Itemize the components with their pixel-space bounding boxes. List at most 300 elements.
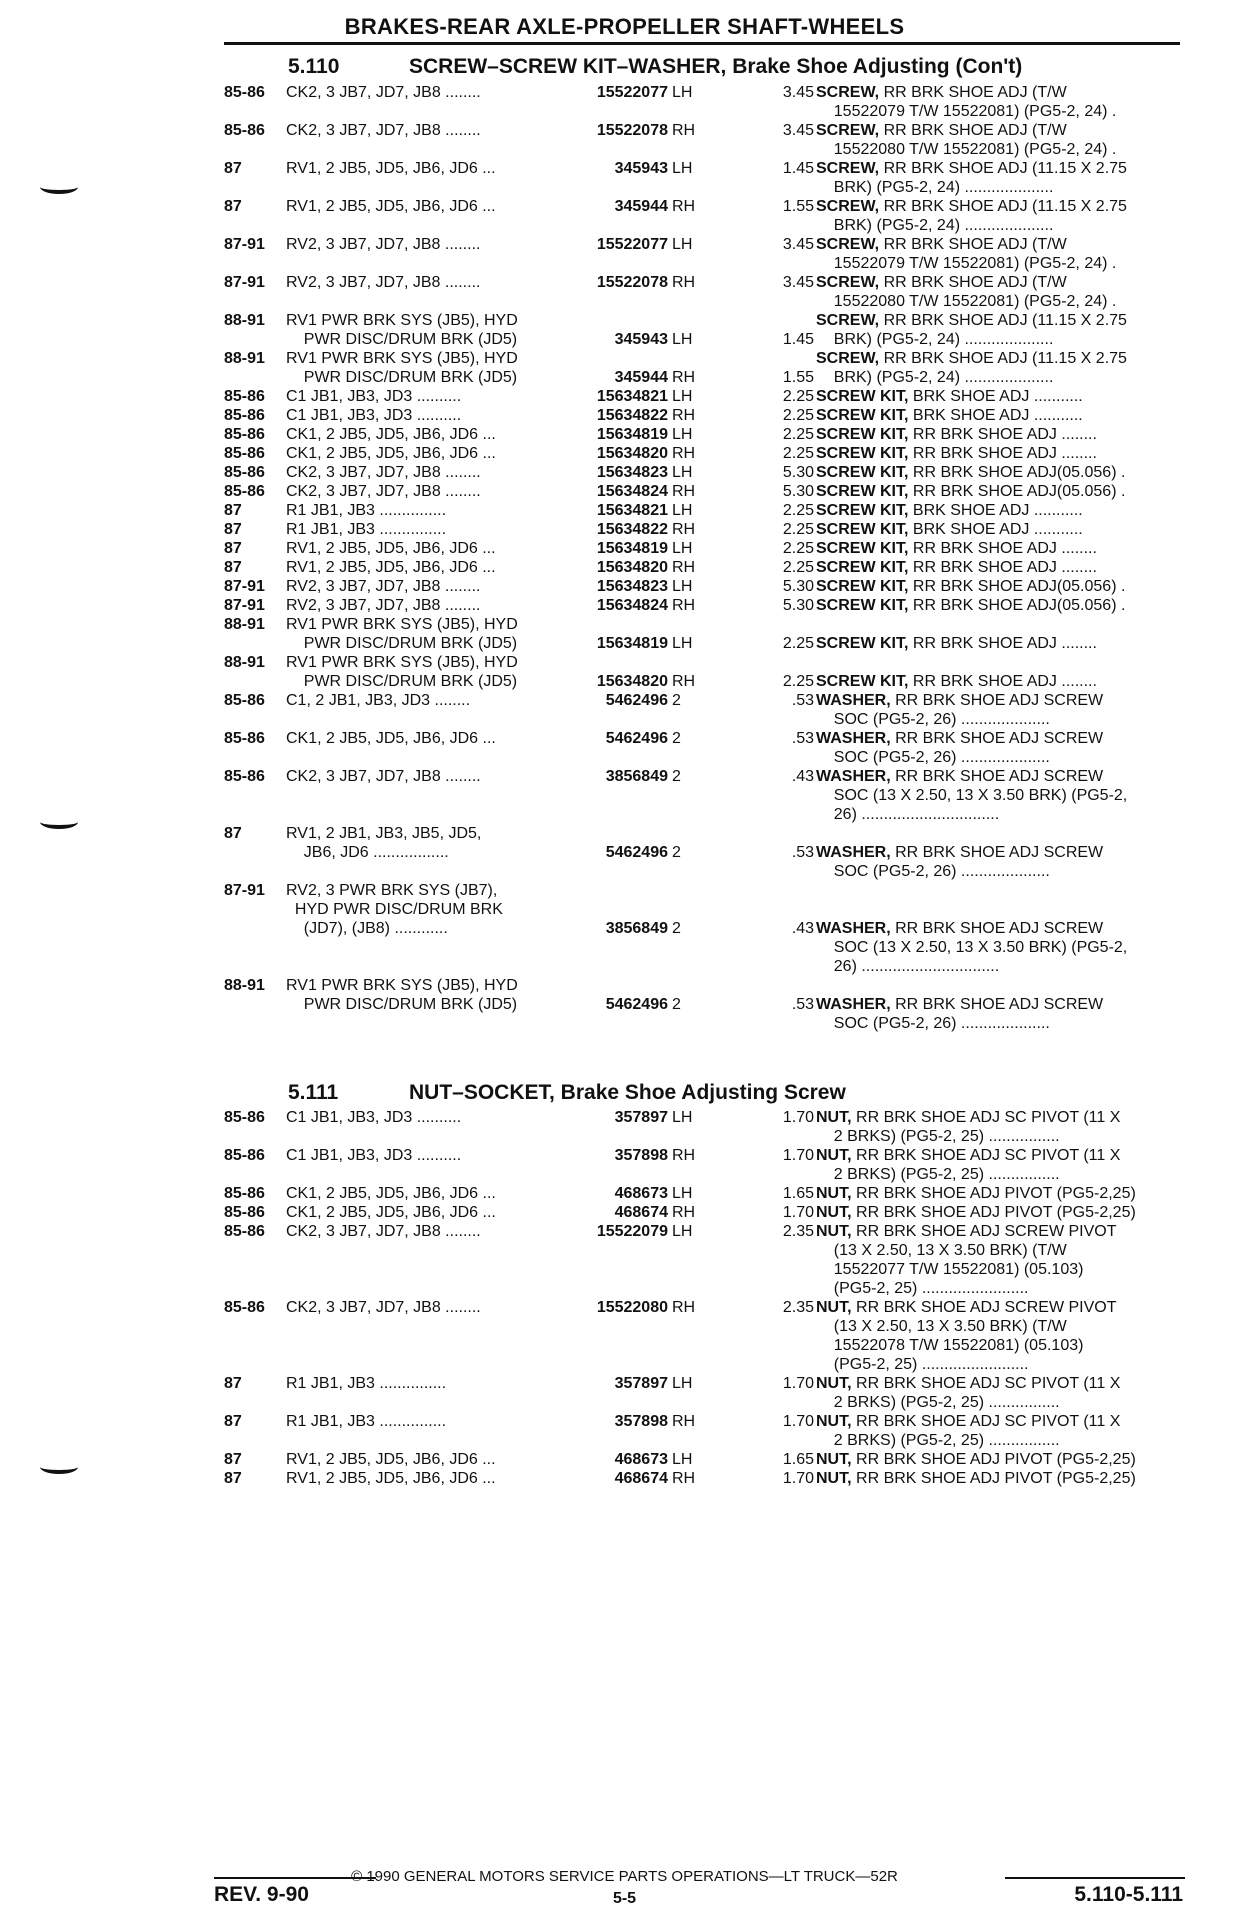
model-application: RV1 PWR BRK SYS (JB5), HYD [286,350,518,367]
title-rule [224,42,1180,45]
binder-hole-mark [40,815,78,829]
side-or-qty: LH [672,1109,693,1126]
model-year: 85-86 [224,84,265,101]
list-price: 2.25 [782,540,814,557]
description-line: SCREW, RR BRK SHOE ADJ (T/W [816,84,1067,101]
table-row [224,1450,1184,1469]
table-row [224,273,1184,311]
part-number: 357897 [614,1375,668,1392]
description-line: WASHER, RR BRK SHOE ADJ SCREW [816,996,1104,1013]
list-price: 1.65 [782,1451,814,1468]
list-price: 2.35 [782,1299,814,1316]
description-line: 15522077 T/W 15522081) (05.103) [816,1261,1084,1278]
table-row [224,444,1184,463]
part-description [816,1184,1184,1203]
model-year: 85-86 [224,388,265,405]
model-year: 87-91 [224,578,265,595]
model-year: 85-86 [224,464,265,481]
section-heading [224,1081,1180,1107]
side-or-qty: RH [672,559,696,576]
side-or-qty: RH [672,1470,696,1487]
section-title: NUT–SOCKET, Brake Shoe Adjusting Screw [409,1081,846,1104]
model-year: 87 [224,1451,242,1468]
table-row [224,1146,1184,1184]
description-line: SCREW KIT, RR BRK SHOE ADJ ........ [816,445,1097,462]
list-price: 2.25 [782,635,814,652]
model-application: RV1 PWR BRK SYS (JB5), HYD [286,616,518,633]
part-description [816,520,1184,539]
table-row [224,691,1184,729]
part-number: 357897 [614,1109,668,1126]
model-year: 88-91 [224,654,265,671]
side-or-qty: RH [672,274,696,291]
model-year: 85-86 [224,730,265,747]
description-line: SCREW KIT, RR BRK SHOE ADJ(05.056) . [816,483,1126,500]
part-description [816,539,1184,558]
model-application: RV1, 2 JB5, JD5, JB6, JD6 ... [286,540,496,557]
list-price: .43 [791,768,814,785]
side-or-qty: RH [672,521,696,538]
description-line: 26) ............................... [816,958,1000,975]
model-application: RV2, 3 JB7, JD7, JB8 ........ [286,274,481,291]
side-or-qty: LH [672,1185,693,1202]
model-year: 87-91 [224,236,265,253]
model-application: RV2, 3 PWR BRK SYS (JB7), [286,882,498,899]
side-or-qty: LH [672,84,693,101]
model-year: 87 [224,521,242,538]
model-application: RV2, 3 JB7, JD7, JB8 ........ [286,578,481,595]
table-row [224,1412,1184,1450]
description-line: SCREW, RR BRK SHOE ADJ (11.15 X 2.75 [816,198,1127,215]
page-title: BRAKES-REAR AXLE-PROPELLER SHAFT-WHEELS [344,14,905,39]
description-line: SOC (PG5-2, 26) .................... [816,749,1050,766]
part-number: 15634824 [596,597,668,614]
description-line: (13 X 2.50, 13 X 3.50 BRK) (T/W [816,1242,1067,1259]
list-price: 2.25 [782,559,814,576]
side-or-qty: RH [672,1204,696,1221]
description-line: BRK) (PG5-2, 24) .................... [816,369,1054,386]
model-application: C1 JB1, JB3, JD3 .......... [286,1147,462,1164]
side-or-qty: 2 [672,692,681,709]
model-application: RV1, 2 JB5, JD5, JB6, JD6 ... [286,1470,496,1487]
model-year: 85-86 [224,768,265,785]
model-application-cont: JB6, JD6 ................. [286,844,449,861]
part-number: 345944 [614,198,668,215]
list-price: 3.45 [782,84,814,101]
table-row [224,197,1184,235]
description-line: SOC (PG5-2, 26) .................... [816,711,1050,728]
model-year: 87 [224,1413,242,1430]
description-line: NUT, RR BRK SHOE ADJ SCREW PIVOT [816,1299,1117,1316]
table-row [224,558,1184,577]
table-row [224,235,1184,273]
description-line: NUT, RR BRK SHOE ADJ SC PIVOT (11 X [816,1413,1121,1430]
description-line: 15522079 T/W 15522081) (PG5-2, 24) . [816,103,1117,120]
table-row [224,425,1184,444]
list-price: 1.65 [782,1185,814,1202]
list-price: 1.45 [782,331,814,348]
description-line: SCREW KIT, RR BRK SHOE ADJ ........ [816,635,1097,652]
part-number: 15634821 [596,502,668,519]
description-line: SCREW KIT, RR BRK SHOE ADJ(05.056) . [816,597,1126,614]
model-year: 85-86 [224,407,265,424]
model-application: RV1, 2 JB5, JD5, JB6, JD6 ... [286,559,496,576]
model-year: 87 [224,540,242,557]
model-year: 85-86 [224,1223,265,1240]
description-line: SCREW KIT, RR BRK SHOE ADJ ........ [816,426,1097,443]
list-price: 1.70 [782,1375,814,1392]
part-number: 15634820 [596,559,668,576]
side-or-qty: 2 [672,996,681,1013]
model-application: CK1, 2 JB5, JD5, JB6, JD6 ... [286,1204,496,1221]
part-number: 15634819 [596,540,668,557]
table-row [224,577,1184,596]
part-description [816,1374,1184,1412]
list-price: 3.45 [782,236,814,253]
table-row [224,121,1184,159]
description-line [816,900,1184,919]
part-number: 468673 [614,1185,668,1202]
side-or-qty: RH [672,1413,696,1430]
side-or-qty: LH [672,635,693,652]
table-row [224,767,1184,824]
side-or-qty: LH [672,160,693,177]
table-row [224,482,1184,501]
table-row [224,520,1184,539]
part-description [816,1469,1184,1488]
model-application: C1 JB1, JB3, JD3 .......... [286,388,462,405]
model-application: R1 JB1, JB3 ............... [286,1375,447,1392]
part-number: 15634822 [596,521,668,538]
description-line: 15522080 T/W 15522081) (PG5-2, 24) . [816,141,1117,158]
section-number: 5.110 [288,55,340,78]
model-year: 85-86 [224,1147,265,1164]
table-row [224,1108,1184,1146]
model-application: CK1, 2 JB5, JD5, JB6, JD6 ... [286,730,496,747]
model-year: 88-91 [224,312,265,329]
part-number: 468673 [614,1451,668,1468]
model-year: 87 [224,825,242,842]
binder-hole-mark [40,180,78,194]
part-description [816,615,1184,653]
part-number: 15522080 [596,1299,668,1316]
part-number: 15522079 [596,1223,668,1240]
model-application: RV1, 2 JB1, JB3, JB5, JD5, [286,825,482,842]
model-application: CK2, 3 JB7, JD7, JB8 ........ [286,768,481,785]
table-row [224,976,1184,1033]
model-application-cont: PWR DISC/DRUM BRK (JD5) [286,673,518,690]
model-application: CK2, 3 JB7, JD7, JB8 ........ [286,122,481,139]
part-number: 15522078 [596,274,668,291]
part-number: 15634823 [596,464,668,481]
part-number: 15634823 [596,578,668,595]
description-line: SOC (13 X 2.50, 13 X 3.50 BRK) (PG5-2, [816,787,1128,804]
description-line [816,976,1184,995]
list-price: 1.70 [782,1147,814,1164]
model-year: 85-86 [224,1109,265,1126]
description-line: SCREW KIT, RR BRK SHOE ADJ ........ [816,540,1097,557]
table-row [224,615,1184,653]
description-line: NUT, RR BRK SHOE ADJ PIVOT (PG5-2,25) [816,1185,1136,1202]
table-row [224,1184,1184,1203]
part-description [816,444,1184,463]
description-line: SCREW, RR BRK SHOE ADJ (T/W [816,236,1067,253]
table-row [224,824,1184,881]
description-line: NUT, RR BRK SHOE ADJ SC PIVOT (11 X [816,1375,1121,1392]
description-line: 2 BRKS) (PG5-2, 25) ................ [816,1166,1060,1183]
description-line: SCREW, RR BRK SHOE ADJ (11.15 X 2.75 [816,160,1127,177]
side-or-qty: LH [672,1451,693,1468]
list-price: 1.70 [782,1109,814,1126]
part-description [816,1298,1184,1374]
description-line: BRK) (PG5-2, 24) .................... [816,217,1054,234]
model-year: 87 [224,559,242,576]
part-description [816,1412,1184,1450]
side-or-qty: RH [672,122,696,139]
description-line [816,824,1184,843]
model-application-cont: PWR DISC/DRUM BRK (JD5) [286,331,518,348]
part-number: 5462496 [605,996,668,1013]
part-description [816,463,1184,482]
side-or-qty: LH [672,236,693,253]
model-application: CK2, 3 JB7, JD7, JB8 ........ [286,464,481,481]
binder-hole-mark [40,1460,78,1474]
list-price: 1.55 [782,198,814,215]
model-application: C1, 2 JB1, JB3, JD3 ........ [286,692,471,709]
model-application: CK2, 3 JB7, JD7, JB8 ........ [286,1223,481,1240]
model-year: 85-86 [224,1299,265,1316]
list-price: 2.25 [782,673,814,690]
model-application: R1 JB1, JB3 ............... [286,1413,447,1430]
part-description [816,349,1184,387]
model-application: RV1, 2 JB5, JD5, JB6, JD6 ... [286,198,496,215]
part-description [816,273,1184,311]
part-description [816,425,1184,444]
description-line: 2 BRKS) (PG5-2, 25) ................ [816,1432,1060,1449]
list-price: 2.25 [782,521,814,538]
description-line: 15522080 T/W 15522081) (PG5-2, 24) . [816,293,1117,310]
side-or-qty: LH [672,540,693,557]
table-row [224,653,1184,691]
table-row [224,83,1184,121]
footer-copyright: © 1990 GENERAL MOTORS SERVICE PARTS OPERATIONS—LT TRUCK—52R [351,1868,898,1885]
description-line: SOC (PG5-2, 26) .................... [816,863,1050,880]
part-number: 5462496 [605,844,668,861]
part-number: 468674 [614,1204,668,1221]
side-or-qty: 2 [672,768,681,785]
description-line: SCREW KIT, BRK SHOE ADJ ........... [816,502,1083,519]
part-number: 15634824 [596,483,668,500]
description-line: NUT, RR BRK SHOE ADJ SC PIVOT (11 X [816,1147,1121,1164]
model-application: R1 JB1, JB3 ............... [286,502,447,519]
table-row [224,463,1184,482]
section-title: SCREW–SCREW KIT–WASHER, Brake Shoe Adjusting (Con't) [409,55,1023,78]
model-application: RV1 PWR BRK SYS (JB5), HYD [286,654,518,671]
model-application: CK1, 2 JB5, JD5, JB6, JD6 ... [286,445,496,462]
side-or-qty: LH [672,464,693,481]
list-price: .53 [791,692,814,709]
part-number: 15522078 [596,122,668,139]
description-line: SCREW KIT, RR BRK SHOE ADJ ........ [816,559,1097,576]
description-line [816,653,1184,672]
list-price: 2.25 [782,407,814,424]
description-line: NUT, RR BRK SHOE ADJ SC PIVOT (11 X [816,1109,1121,1126]
list-price: .53 [791,730,814,747]
side-or-qty: RH [672,369,696,386]
side-or-qty: LH [672,1375,693,1392]
side-or-qty: RH [672,673,696,690]
part-number: 15634820 [596,673,668,690]
description-line: SCREW KIT, RR BRK SHOE ADJ ........ [816,673,1097,690]
description-line: 15522079 T/W 15522081) (PG5-2, 24) . [816,255,1117,272]
model-application-cont: (JD7), (JB8) ............ [286,920,448,937]
list-price: .43 [791,920,814,937]
description-line: (PG5-2, 25) ........................ [816,1356,1029,1373]
table-row [224,539,1184,558]
model-year: 88-91 [224,616,265,633]
description-line: 15522078 T/W 15522081) (05.103) [816,1337,1084,1354]
model-year: 87-91 [224,274,265,291]
description-line [816,881,1184,900]
model-application: RV2, 3 JB7, JD7, JB8 ........ [286,236,481,253]
section-number: 5.111 [288,1081,339,1104]
model-application: RV1 PWR BRK SYS (JB5), HYD [286,977,518,994]
list-price: 2.35 [782,1223,814,1240]
list-price: 1.45 [782,160,814,177]
list-price: 1.70 [782,1413,814,1430]
footer-section-range: 5.110-5.111 [1074,1883,1183,1906]
model-year: 88-91 [224,350,265,367]
side-or-qty: RH [672,483,696,500]
side-or-qty: LH [672,331,693,348]
description-line: SCREW KIT, RR BRK SHOE ADJ(05.056) . [816,464,1126,481]
part-description [816,121,1184,159]
part-number: 15522077 [596,236,668,253]
description-line: 26) ............................... [816,806,1000,823]
part-description [816,577,1184,596]
part-number: 3856849 [605,920,668,937]
model-year: 88-91 [224,977,265,994]
part-description [816,976,1184,1033]
list-price: 2.25 [782,502,814,519]
description-line: WASHER, RR BRK SHOE ADJ SCREW [816,920,1104,937]
model-application: CK2, 3 JB7, JD7, JB8 ........ [286,84,481,101]
description-line: (PG5-2, 25) ........................ [816,1280,1029,1297]
part-number: 357898 [614,1413,668,1430]
part-description [816,1450,1184,1469]
side-or-qty: RH [672,407,696,424]
part-description [816,596,1184,615]
footer-page-number: 5-5 [612,1890,637,1907]
model-application-cont: PWR DISC/DRUM BRK (JD5) [286,369,518,386]
part-description [816,1108,1184,1146]
model-year: 87-91 [224,882,265,899]
part-number: 5462496 [605,692,668,709]
table-row [224,596,1184,615]
side-or-qty: LH [672,426,693,443]
list-price: 5.30 [782,464,814,481]
part-number: 357898 [614,1147,668,1164]
list-price: .53 [791,996,814,1013]
model-application: RV1, 2 JB5, JD5, JB6, JD6 ... [286,1451,496,1468]
side-or-qty: 2 [672,730,681,747]
part-description [816,653,1184,691]
part-description [816,501,1184,520]
list-price: 1.70 [782,1470,814,1487]
parts-table [224,1108,1184,1488]
part-number: 15634820 [596,445,668,462]
description-line: 2 BRKS) (PG5-2, 25) ................ [816,1128,1060,1145]
part-description [816,235,1184,273]
part-description [816,729,1184,767]
description-line [816,615,1184,634]
model-year: 87 [224,160,242,177]
description-line: 2 BRKS) (PG5-2, 25) ................ [816,1394,1060,1411]
part-description [816,159,1184,197]
description-line: WASHER, RR BRK SHOE ADJ SCREW [816,692,1104,709]
part-description [816,881,1184,976]
description-line: BRK) (PG5-2, 24) .................... [816,179,1054,196]
model-application-cont: HYD PWR DISC/DRUM BRK [286,901,503,918]
model-year: 87 [224,1470,242,1487]
model-year: 85-86 [224,426,265,443]
side-or-qty: RH [672,597,696,614]
part-number: 468674 [614,1470,668,1487]
table-row [224,1203,1184,1222]
model-application: C1 JB1, JB3, JD3 .......... [286,407,462,424]
list-price: 2.25 [782,426,814,443]
side-or-qty: LH [672,502,693,519]
model-application: C1 JB1, JB3, JD3 .......... [286,1109,462,1126]
model-year: 85-86 [224,1204,265,1221]
description-line: SCREW, RR BRK SHOE ADJ (11.15 X 2.75 [816,350,1127,367]
list-price: 3.45 [782,274,814,291]
description-line: NUT, RR BRK SHOE ADJ PIVOT (PG5-2,25) [816,1451,1136,1468]
model-application: CK1, 2 JB5, JD5, JB6, JD6 ... [286,426,496,443]
model-application: CK2, 3 JB7, JD7, JB8 ........ [286,1299,481,1316]
side-or-qty: 2 [672,920,681,937]
model-application: CK2, 3 JB7, JD7, JB8 ........ [286,483,481,500]
table-row [224,1222,1184,1298]
table-row [224,501,1184,520]
description-line: SOC (13 X 2.50, 13 X 3.50 BRK) (PG5-2, [816,939,1128,956]
table-row [224,1469,1184,1488]
part-number: 15634819 [596,426,668,443]
table-row [224,1374,1184,1412]
table-row [224,311,1184,349]
description-line: WASHER, RR BRK SHOE ADJ SCREW [816,730,1104,747]
side-or-qty: 2 [672,844,681,861]
part-number: 5462496 [605,730,668,747]
description-line: SCREW, RR BRK SHOE ADJ (T/W [816,122,1067,139]
part-description [816,311,1184,349]
model-application: R1 JB1, JB3 ............... [286,521,447,538]
description-line: SCREW, RR BRK SHOE ADJ (11.15 X 2.75 [816,312,1127,329]
part-description [816,197,1184,235]
description-line: NUT, RR BRK SHOE ADJ PIVOT (PG5-2,25) [816,1204,1136,1221]
part-description [816,824,1184,881]
list-price: 2.25 [782,388,814,405]
description-line: SCREW, RR BRK SHOE ADJ (T/W [816,274,1067,291]
list-price: 5.30 [782,578,814,595]
part-number: 15634819 [596,635,668,652]
side-or-qty: RH [672,198,696,215]
part-number: 15634821 [596,388,668,405]
model-year: 87 [224,198,242,215]
list-price: 3.45 [782,122,814,139]
part-description [816,1222,1184,1298]
table-row [224,1298,1184,1374]
